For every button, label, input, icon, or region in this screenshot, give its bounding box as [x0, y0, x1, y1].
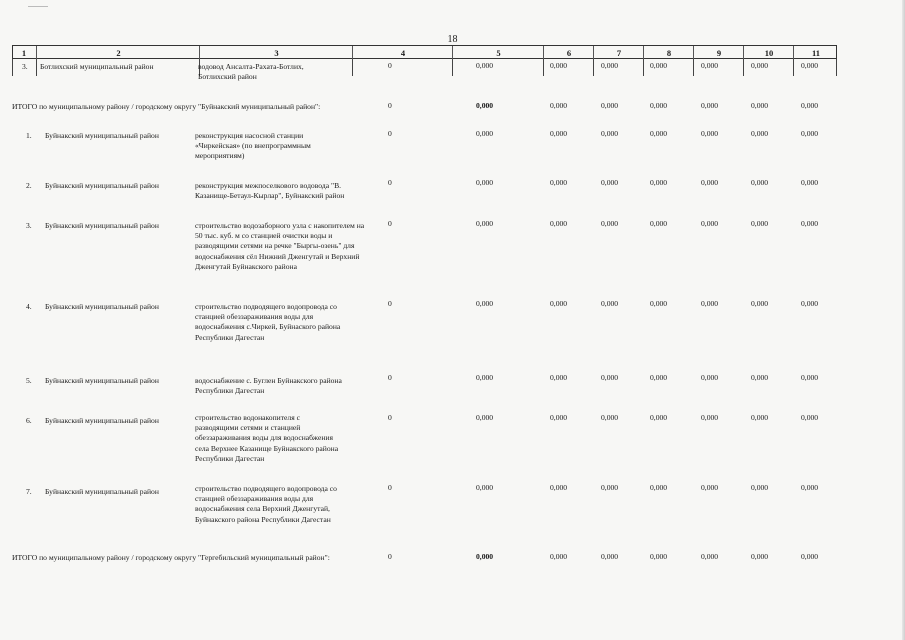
header-col-10: 10 [743, 46, 794, 60]
cell-c5: 0,000 [476, 101, 494, 110]
cell-c11: 0,000 [801, 129, 819, 138]
cell-c8: 0,000 [650, 373, 668, 382]
cell-c4: 0 [388, 552, 392, 561]
cell-c4: 0 [388, 413, 392, 422]
cell-c6: 0,000 [550, 129, 568, 138]
cell-c5: 0,000 [476, 299, 494, 308]
header-col-7: 7 [593, 46, 644, 60]
cell-c11: 0,000 [801, 61, 819, 70]
grid-line [743, 59, 744, 76]
cell-c8: 0,000 [650, 101, 668, 110]
cell-c7: 0,000 [601, 61, 619, 70]
cell-c8: 0,000 [650, 129, 668, 138]
row-description: строительство подводящего водопровода со станцией обеззараживания воды для водоснабжения с.Чиркей, Буйнаского района Республики Дагестан [195, 302, 341, 342]
table-header-cells [12, 46, 837, 60]
header-col-11: 11 [793, 46, 838, 60]
cell-c10: 0,000 [751, 413, 769, 422]
cell-c10: 0,000 [751, 101, 769, 110]
cell-c6: 0,000 [550, 413, 568, 422]
header-col-2: 2 [36, 46, 200, 60]
row-number: 5. [26, 376, 32, 385]
grid-line [352, 59, 353, 76]
cell-c9: 0,000 [701, 101, 719, 110]
cell-c10: 0,000 [751, 483, 769, 492]
row-number: 6. [26, 416, 32, 425]
cell-c4: 0 [388, 129, 392, 138]
header-col-9: 9 [693, 46, 744, 60]
header-col-8: 8 [643, 46, 694, 60]
row-number: 3. [26, 221, 32, 230]
grid-line [643, 59, 644, 76]
cell-c11: 0,000 [801, 178, 819, 187]
scan-mark [28, 0, 48, 7]
row-number: 7. [26, 487, 32, 496]
cell-c11: 0,000 [801, 373, 819, 382]
row-district: Буйнакский муниципальный район [45, 416, 159, 425]
cell-c7: 0,000 [601, 299, 619, 308]
cell-c11: 0,000 [801, 413, 819, 422]
cell-c6: 0,000 [550, 373, 568, 382]
page-number: 18 [447, 34, 458, 45]
row-description: водоснабжение с. Буглен Буйнакского района Республики Дагестан [195, 376, 342, 396]
cell-c9: 0,000 [701, 483, 719, 492]
header-col-3: 3 [199, 46, 353, 60]
row-number: 2. [26, 181, 32, 190]
grid-line [452, 59, 453, 76]
cell-c6: 0,000 [550, 483, 568, 492]
cell-c7: 0,000 [601, 413, 619, 422]
cell-c4: 0 [388, 373, 392, 382]
cell-c8: 0,000 [650, 413, 668, 422]
cell-c5: 0,000 [476, 178, 494, 187]
cell-c8: 0,000 [650, 219, 668, 228]
row-district: Буйнакский муниципальный район [45, 302, 159, 311]
grid-line [36, 59, 37, 76]
total-label: ИТОГО по муниципальному району / городскому округу "Буйнакский муниципальный район": [12, 102, 321, 111]
row-description: реконструкция межпоселкового водовода "В. Казанище-Бетаул-Кырлар", Буйнакский район [195, 181, 345, 201]
row-district: Буйнакский муниципальный район [45, 487, 159, 496]
cell-c6: 0,000 [550, 552, 568, 561]
cell-c6: 0,000 [550, 299, 568, 308]
cell-c9: 0,000 [701, 299, 719, 308]
cell-c4: 0 [388, 219, 392, 228]
row-description: реконструкция насосной станции «Чиркейская» (по внепрограммным мероприятиям) [195, 131, 311, 161]
grid-line [12, 59, 13, 76]
grid-line [543, 59, 544, 76]
cell-c9: 0,000 [701, 129, 719, 138]
header-col-5: 5 [452, 46, 544, 60]
cell-c6: 0,000 [550, 178, 568, 187]
cell-c10: 0,000 [751, 219, 769, 228]
cell-c11: 0,000 [801, 219, 819, 228]
cell-c5: 0,000 [476, 373, 494, 382]
cell-c8: 0,000 [650, 552, 668, 561]
grid-line [836, 59, 837, 76]
cell-c8: 0,000 [650, 299, 668, 308]
header-col-6: 6 [543, 46, 594, 60]
row-description: строительство водонакопителя с разводящими сетями и станцией обеззараживания воды для водоснабжения села Верхнее Казанище Буйнакского района Республики Дагестан [195, 413, 339, 463]
cell-c7: 0,000 [601, 373, 619, 382]
cell-c7: 0,000 [601, 483, 619, 492]
cell-c4: 0 [388, 101, 392, 110]
cell-c10: 0,000 [751, 299, 769, 308]
cell-c6: 0,000 [550, 219, 568, 228]
cell-c6: 0,000 [550, 61, 568, 70]
row-description: строительство подводящего водопровода со станцией обеззараживания воды для водоснабжения села Верхний Дженгутай, Буйнакского района Республики Дагестан [195, 484, 337, 524]
grid-line [793, 59, 794, 76]
header-col-1: 1 [21, 48, 27, 58]
cell-c11: 0,000 [801, 552, 819, 561]
cell-c7: 0,000 [601, 101, 619, 110]
cell-c7: 0,000 [601, 129, 619, 138]
row-number: 1. [26, 131, 32, 140]
cell-c8: 0,000 [650, 178, 668, 187]
row-district: Буйнакский муниципальный район [45, 131, 159, 140]
cell-c5: 0,000 [476, 483, 494, 492]
cell-c10: 0,000 [751, 373, 769, 382]
cell-c9: 0,000 [701, 413, 719, 422]
cell-c8: 0,000 [650, 483, 668, 492]
cell-c5: 0,000 [476, 219, 494, 228]
cell-c6: 0,000 [550, 101, 568, 110]
cell-c10: 0,000 [751, 552, 769, 561]
cell-c7: 0,000 [601, 178, 619, 187]
cell-c7: 0,000 [601, 219, 619, 228]
cell-c9: 0,000 [701, 61, 719, 70]
row-number: 4. [26, 302, 32, 311]
total-label: ИТОГО по муниципальному району / городскому округу "Гергебильский муниципальный район": [12, 553, 330, 562]
cell-c9: 0,000 [701, 178, 719, 187]
cell-c7: 0,000 [601, 552, 619, 561]
row-district: Ботлихский муниципальный район [40, 62, 154, 71]
cell-c10: 0,000 [751, 178, 769, 187]
cell-c4: 0 [388, 483, 392, 492]
header-col-4: 4 [352, 46, 453, 60]
row-district: Буйнакский муниципальный район [45, 376, 159, 385]
cell-c11: 0,000 [801, 101, 819, 110]
cell-c11: 0,000 [801, 299, 819, 308]
cell-c11: 0,000 [801, 483, 819, 492]
cell-c5: 0,000 [476, 129, 494, 138]
cell-c8: 0,000 [650, 61, 668, 70]
row-number: 3. [22, 62, 28, 71]
cell-c9: 0,000 [701, 552, 719, 561]
cell-c4: 0 [388, 178, 392, 187]
cell-c10: 0,000 [751, 129, 769, 138]
cell-c9: 0,000 [701, 373, 719, 382]
row-district: Буйнакский муниципальный район [45, 181, 159, 190]
cell-c5: 0,000 [476, 61, 494, 70]
row-description: водовод Ансалта-Рахата-Ботлих, Ботлихский район [198, 62, 304, 82]
grid-line [593, 59, 594, 76]
cell-c9: 0,000 [701, 219, 719, 228]
cell-c4: 0 [388, 61, 392, 70]
cell-c5: 0,000 [476, 413, 494, 422]
cell-c5: 0,000 [476, 552, 494, 561]
cell-c10: 0,000 [751, 61, 769, 70]
grid-line [693, 59, 694, 76]
cell-c4: 0 [388, 299, 392, 308]
row-description: строительство водозаборного узла с накопителем на 50 тыс. куб. м со станцией очистки воды и разводящими сетями на речке "Быргы-озень" для водоснабжения сёл Нижний Дженгутай и Верхний Дженгутай Буйнакского района [195, 221, 365, 271]
row-district: Буйнакский муниципальный район [45, 221, 159, 230]
